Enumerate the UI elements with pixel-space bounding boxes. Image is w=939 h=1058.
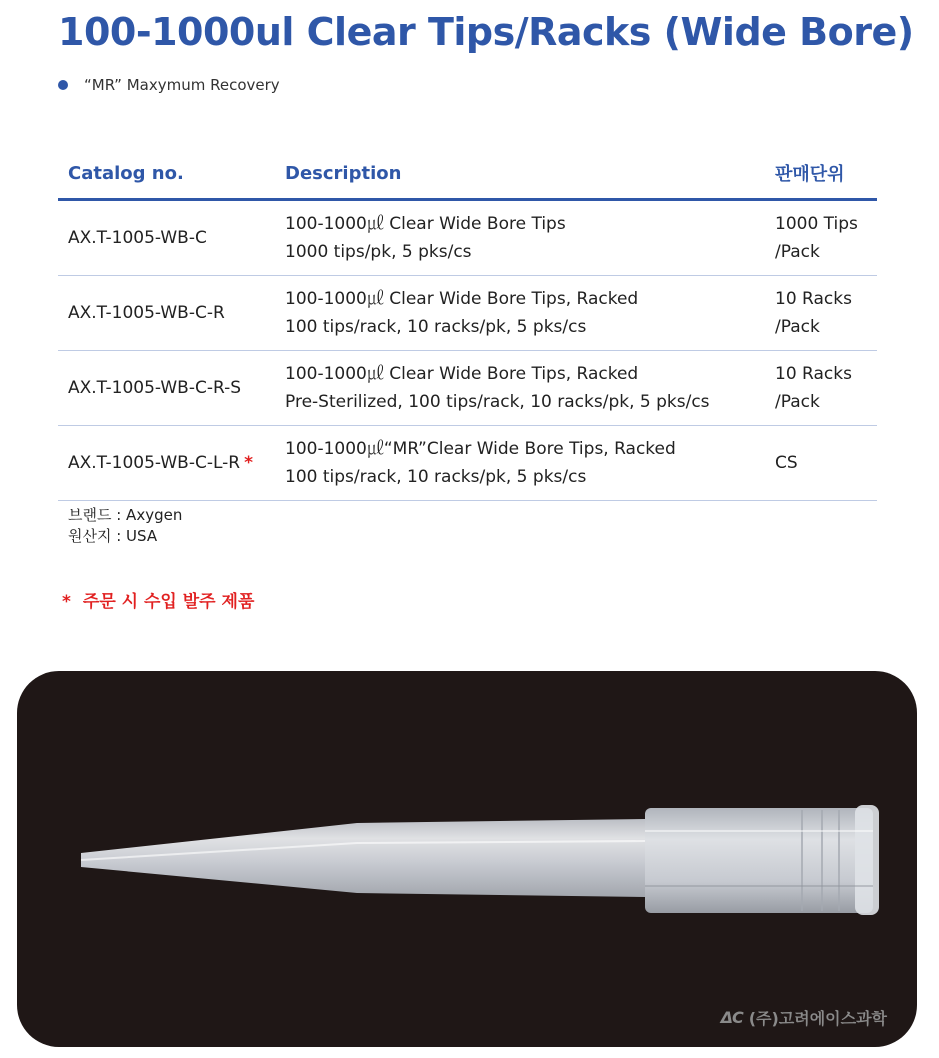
unit-line: 1000 Tips [775,214,858,234]
catalog-number: AX.T-1005-WB-C-R-S [68,378,242,398]
catalog-number: AX.T-1005-WB-C [68,228,207,248]
import-notice [62,587,254,612]
table-row [58,276,877,351]
unit-line: CS [775,453,798,473]
unit-cell [765,276,877,351]
product-meta [68,505,182,547]
catalog-cell [58,351,275,426]
unit-cell [765,426,877,501]
notice-star: * [62,592,71,612]
company-logo-mark: ΔC [720,1008,743,1027]
table-header-row [58,150,877,200]
unit-cell [765,351,877,426]
company-logo [721,1006,887,1029]
description-line: 100 tips/rack, 10 racks/pk, 5 pks/cs [285,467,587,487]
unit-cell [765,200,877,276]
unit-line: /Pack [775,317,820,337]
brand-text: 브랜드 : Axygen [68,506,183,524]
bullet-icon [58,80,68,90]
description-line: Pre-Sterilized, 100 tips/rack, 10 racks/pk, 5 pks/cs [285,392,710,412]
catalog-number: AX.T-1005-WB-C-R [68,303,225,323]
product-table [58,150,877,501]
subnote-text: “MR” Maxymum Recovery [84,76,280,94]
description-line: 100-1000㎕ Clear Wide Bore Tips, Racked [285,364,639,384]
notice-text: 주문 시 수입 발주 제품 [82,592,255,612]
import-star-marker: * [244,453,253,473]
description-line: 100-1000㎕ Clear Wide Bore Tips [285,214,566,234]
description-line: 100-1000㎕“MR”Clear Wide Bore Tips, Racked [285,439,676,459]
description-line: 1000 tips/pk, 5 pks/cs [285,242,472,262]
table-row [58,426,877,501]
table-row [58,200,877,276]
description-cell [275,351,765,426]
header-catalog: Catalog no. [58,150,275,200]
description-cell [275,426,765,501]
page-title: 100-1000ul Clear Tips/Racks (Wide Bore) [58,10,914,54]
unit-line: 10 Racks [775,289,852,309]
unit-line: 10 Racks [775,364,852,384]
description-line: 100-1000㎕ Clear Wide Bore Tips, Racked [285,289,639,309]
catalog-cell [58,200,275,276]
description-cell [275,200,765,276]
description-line: 100 tips/rack, 10 racks/pk, 5 pks/cs [285,317,587,337]
unit-line: /Pack [775,242,820,262]
catalog-cell [58,276,275,351]
header-unit: 판매단위 [765,150,877,200]
catalog-cell [58,426,275,501]
description-cell [275,276,765,351]
subnote [58,76,280,94]
pipette-tip-image [17,671,917,1047]
catalog-number: AX.T-1005-WB-C-L-R [68,453,241,473]
product-photo [17,671,917,1047]
origin-text: 원산지 : USA [68,527,158,545]
unit-line: /Pack [775,392,820,412]
header-description: Description [275,150,765,200]
table-row [58,351,877,426]
company-name: (주)고려에이스과학 [748,1009,887,1028]
